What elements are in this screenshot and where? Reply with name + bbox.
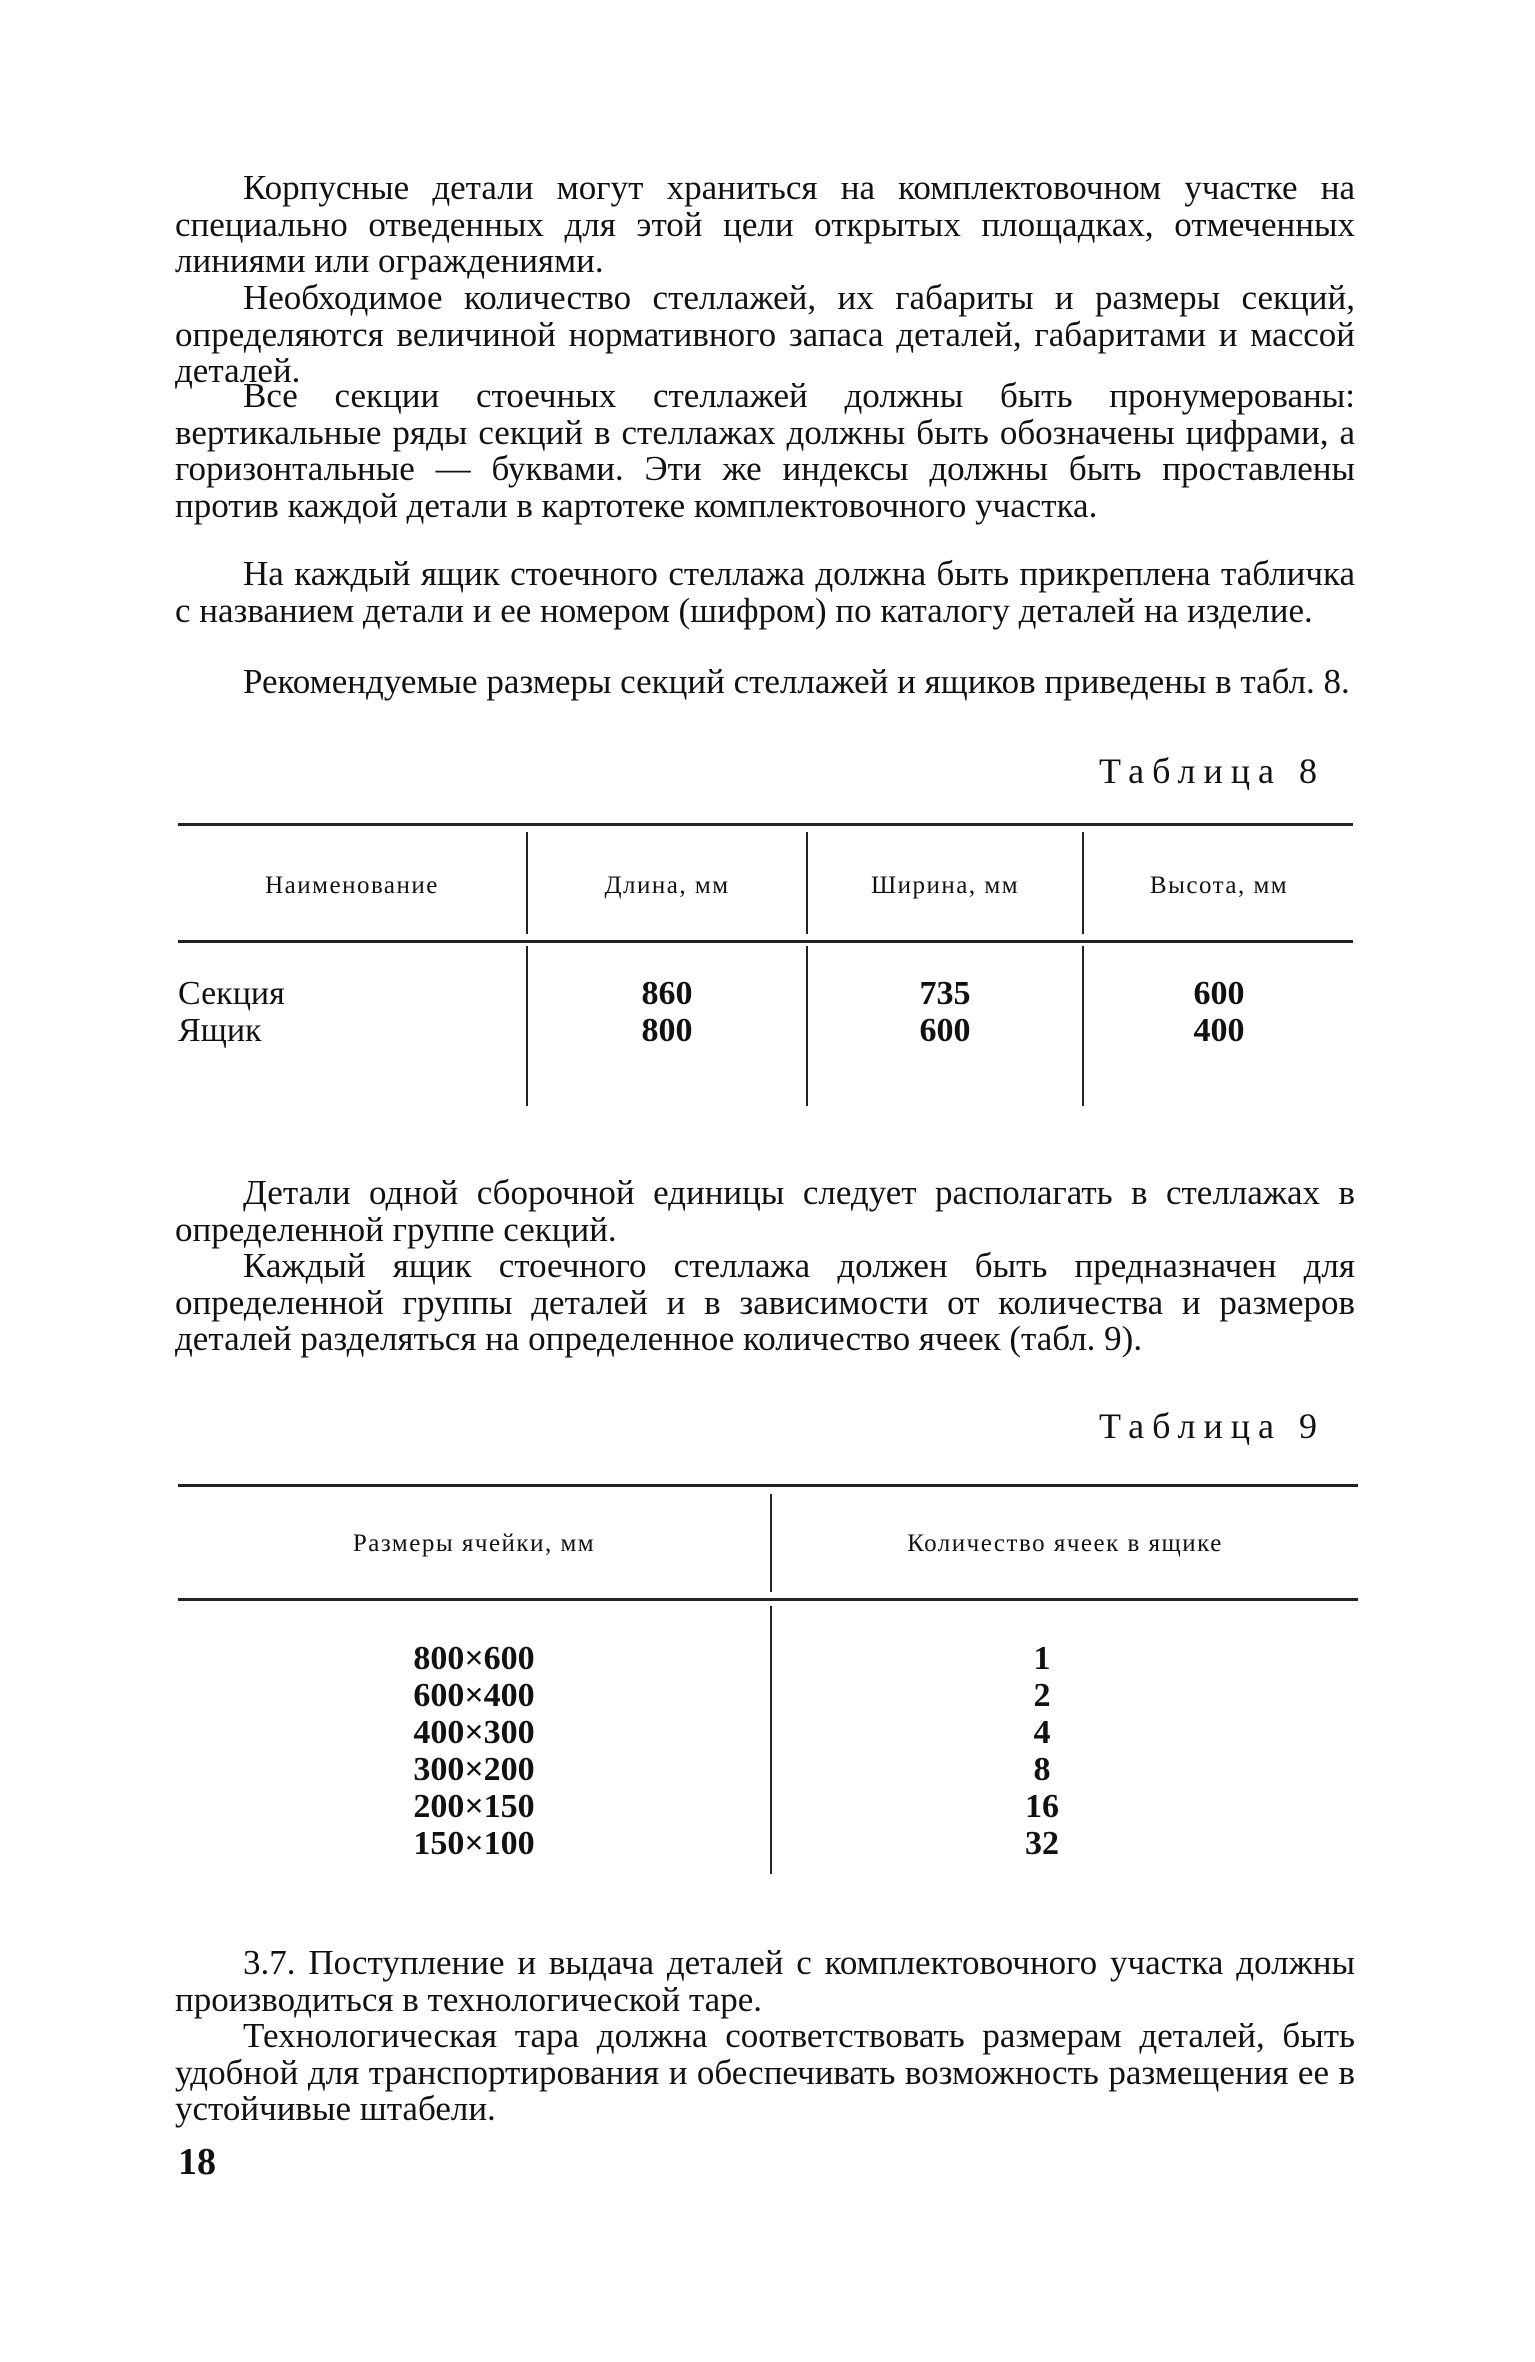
table9-header-rule	[178, 1598, 1358, 1601]
paragraph-7: Каждый ящик стоечного стеллажа должен быть предназначен для определенной группы деталей и в зависимости от количества и размеров деталей разделяться на определенное количество ячеек (табл. 9).	[175, 1246, 1355, 1358]
table8-header-name: Наименование	[265, 872, 439, 899]
table9-top-rule	[178, 1484, 1358, 1487]
table8-cell: 860	[641, 975, 693, 1012]
table9-cell: 1	[1033, 1640, 1051, 1677]
paragraph-6: Детали одной сборочной единицы следует располагать в стеллажах в определенной группе секций.	[175, 1173, 1355, 1249]
table9-cell: 4	[1033, 1714, 1051, 1751]
paragraph-2: Необходимое количество стеллажей, их габариты и размеры секций, определяются величиной нормативного запаса деталей, габаритами и массой деталей.	[175, 278, 1355, 390]
table8-header-length: Длина, мм	[604, 872, 730, 899]
table9-cell: 32	[1025, 1825, 1059, 1862]
table8-header-width: Ширина, мм	[870, 872, 1020, 899]
table9-cell: 150×100	[413, 1825, 535, 1862]
table8-cell: 600	[1193, 975, 1245, 1012]
table9-cell: 800×600	[413, 1640, 535, 1677]
table8-cell: 400	[1193, 1012, 1245, 1049]
table9-cell: 200×150	[413, 1788, 535, 1825]
table8-header-rule	[178, 940, 1353, 943]
table9-header-size: Размеры ячейки, мм	[352, 1530, 596, 1557]
table9-header-count: Количество ячеек в ящике	[907, 1530, 1223, 1557]
paragraph-8: 3.7. Поступление и выдача деталей с комплектовочного участка должны производиться в технологической таре.	[175, 1943, 1355, 2019]
table8-caption: Таблица 8	[1099, 751, 1325, 791]
table9-cell: 16	[1025, 1788, 1059, 1825]
table8-top-rule	[178, 823, 1353, 826]
paragraph-1: Корпусные детали могут храниться на комплектовочном участке на специально отведенных для этой цели открытых площадках, отмеченных линиями или ограждениями.	[175, 168, 1355, 280]
table8-header-height: Высота, мм	[1149, 872, 1289, 899]
table8-cell: Ящик	[178, 1012, 262, 1049]
table9-cell: 8	[1033, 1751, 1051, 1788]
table8-cell: 800	[641, 1012, 693, 1049]
table9-cell: 400×300	[413, 1714, 535, 1751]
table9-cell: 600×400	[413, 1677, 535, 1714]
paragraph-5: Рекомендуемые размеры секций стеллажей и ящиков приведены в табл. 8.	[243, 662, 1350, 701]
paragraph-4: На каждый ящик стоечного стеллажа должна быть прикреплена табличка с названием детали и ее номером (шифром) по каталогу деталей на изделие.	[175, 554, 1355, 630]
table9-cell: 300×200	[413, 1751, 535, 1788]
table9-caption: Таблица 9	[1099, 1406, 1325, 1446]
table8-cell: 600	[919, 1012, 971, 1049]
table9-cell: 2	[1033, 1677, 1051, 1714]
table8-cell: Секция	[178, 975, 285, 1012]
paragraph-3: Все секции стоечных стеллажей должны быть пронумерованы: вертикальные ряды секций в стеллажах должны быть обозначены цифрами, а горизонтальные — буквами. Эти же индексы должны быть проставлены против каждой детали в картотеке комплектовочного участка.	[175, 376, 1355, 525]
paragraph-9: Технологическая тара должна соответствовать размерам деталей, быть удобной для транспортирования и обеспечивать возможность размещения ее в устойчивые штабели.	[175, 2016, 1355, 2128]
page-number: 18	[178, 2141, 216, 2183]
table8-cell: 735	[919, 975, 971, 1012]
